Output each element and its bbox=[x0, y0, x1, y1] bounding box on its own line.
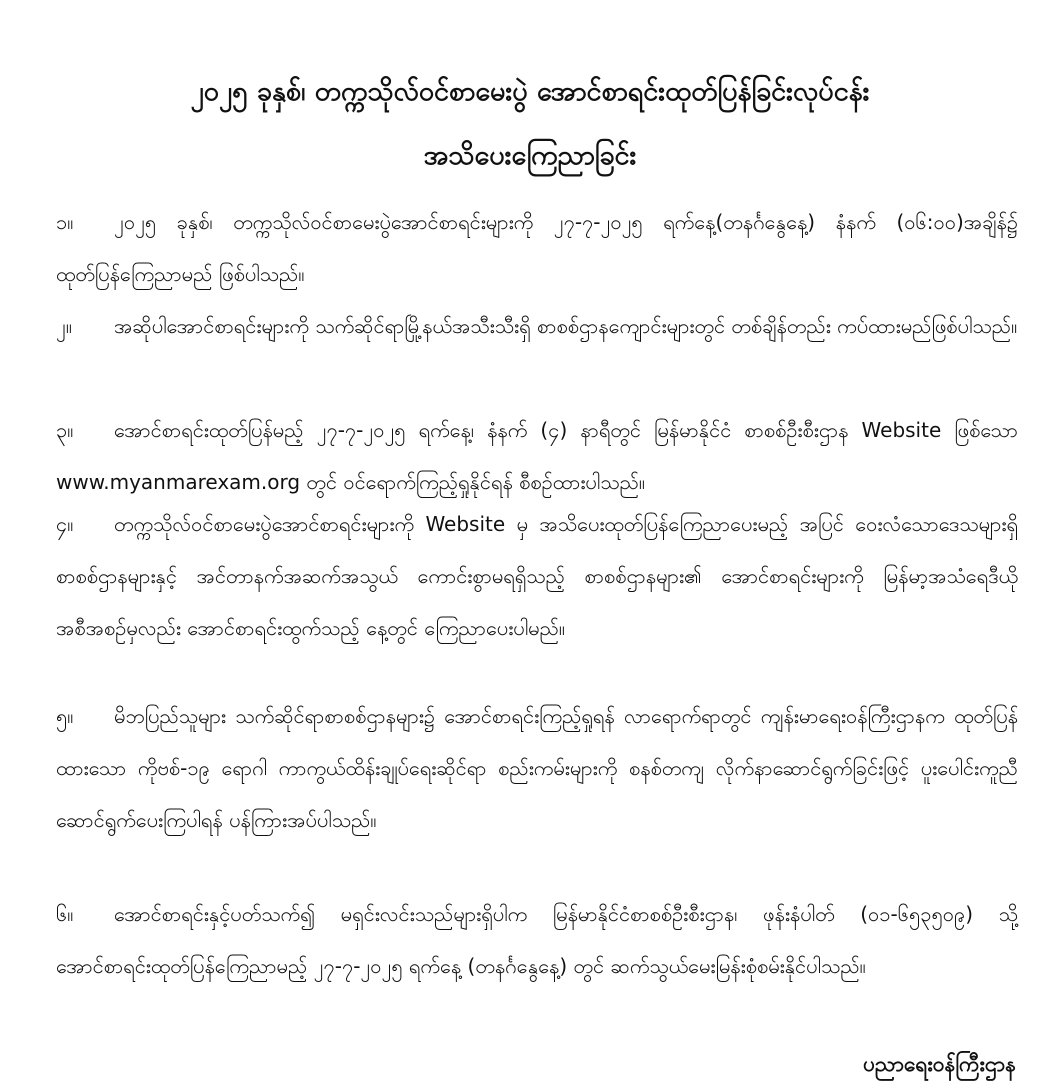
paragraph-number: ၄။ bbox=[56, 512, 74, 536]
paragraph-number: ၃။ bbox=[56, 418, 74, 442]
issuer-signature: ပညာရေးဝန်ကြီးဌာန bbox=[863, 1052, 1016, 1076]
notice-title: ၂၀၂၅ ခုနှစ်၊ တက္ကသိုလ်ဝင်စာမေးပွဲ အောင်စာရင်းထုတ်ပြန်ခြင်းလုပ်ငန်း bbox=[190, 76, 870, 107]
paragraph-number: ၁။ bbox=[56, 210, 74, 234]
paragraph-number: ၆။ bbox=[56, 902, 74, 926]
paragraph-text: အောင်စာရင်းထုတ်ပြန်မည့် ၂၇-၇-၂၀၂၅ ရက်နေ့၊ နံနက် (၄) နာရီတွင် မြန်မာနိုင်ငံ စာစစ်ဦးစီးဌာန Website ဖြစ်သော www.myanmarexam.org တွင် ဝင်ရောက်ကြည့်ရှုနိုင်ရန် စီစဉ်ထားပါသည်။ bbox=[56, 418, 1018, 494]
paragraph-text: ၂၀၂၅ ခုနှစ်၊ တက္ကသိုလ်ဝင်စာမေးပွဲအောင်စာရင်းများကို ၂၇-၇-၂၀၂၅ ရက်နေ့(တနင်္ဂနွေနေ့) နံနက် (၀၆:၀၀)အချိန်၌ ထုတ်ပြန်ကြေညာမည် ဖြစ်ပါသည်။ bbox=[56, 210, 1018, 286]
paragraph-text: မိဘပြည်သူများ သက်ဆိုင်ရာစာစစ်ဌာနများ၌ အောင်စာရင်းကြည့်ရှုရန် လာရောက်ရာတွင် ကျန်းမာရေးဝန်ကြီးဌာနက ထုတ်ပြန်ထားသော ကိုဗစ်-၁၉ ရောဂါ ကာကွယ်ထိန်းချုပ်ရေးဆိုင်ရာ စည်းကမ်းများကို စနစ်တကျ လိုက်နာဆောင်ရွက်ခြင်းဖြင့် ပူးပေါင်းကူညီ ဆောင်ရွက်ပေးကြပါရန် ပန်ကြားအပ်ပါသည်။ bbox=[56, 704, 1018, 832]
paragraph-number: ၅။ bbox=[56, 704, 74, 728]
paragraph-text: အဆိုပါအောင်စာရင်းများကို သက်ဆိုင်ရာမြို့နယ်အသီးသီးရှိ စာစစ်ဌာနကျောင်းများတွင် တစ်ချိန်တည်း ကပ်ထားမည်ဖြစ်ပါသည်။ bbox=[114, 314, 1018, 338]
paragraph-5 bbox=[56, 690, 1018, 846]
paragraph-text: တက္ကသိုလ်ဝင်စာမေးပွဲအောင်စာရင်းများကို Website မှ အသိပေးထုတ်ပြန်ကြေညာပေးမည့် အပြင် ဝေးလံသောဒေသများရှိ စာစစ်ဌာနများနှင့် အင်တာနက်အဆက်အသွယ် ကောင်းစွာမရရှိသည့် စာစစ်ဌာနများ၏ အောင်စာရင်းများကို မြန်မာ့အသံရေဒီယိုအစီအစဉ်မှလည်း အောင်စာရင်းထွက်သည့် နေ့တွင် ကြေညာပေးပါမည်။ bbox=[56, 512, 1018, 640]
paragraph-4 bbox=[56, 498, 1018, 654]
paragraph-6 bbox=[56, 888, 1018, 992]
paragraph-2 bbox=[56, 300, 1018, 352]
paragraph-text: အောင်စာရင်းနှင့်ပတ်သက်၍ မရှင်းလင်းသည်များရှိပါက မြန်မာနိုင်ငံစာစစ်ဦးစီးဌာန၊ ဖုန်းနံပါတ် (၀၁-၆၅၃၅၀၉) သို့ အောင်စာရင်းထုတ်ပြန်ကြေညာမည့် ၂၇-၇-၂၀၂၅ ရက်နေ့ (တနင်္ဂနွေနေ့) တွင် ဆက်သွယ်မေးမြန်းစုံစမ်းနိုင်ပါသည်။ bbox=[56, 902, 1018, 978]
paragraph-3 bbox=[56, 404, 1018, 508]
paragraph-number: ၂။ bbox=[56, 314, 72, 338]
paragraph-1 bbox=[56, 196, 1018, 300]
notice-subtitle: အသိပေးကြေညာခြင်း bbox=[423, 140, 637, 171]
